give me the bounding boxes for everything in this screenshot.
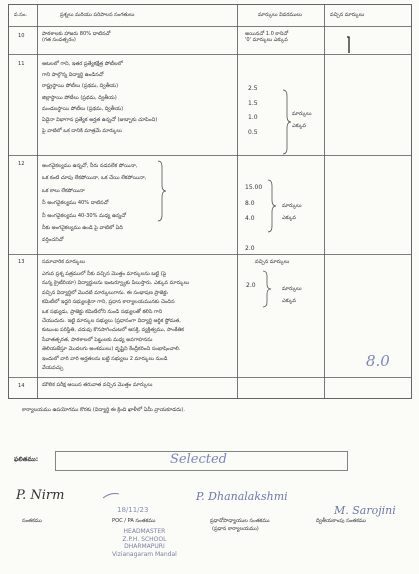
row-10-detail: అయినచో 1.0 కానిచో '0' మార్కులు ఎక్కువ <box>245 31 289 44</box>
result-label: ఫలితము: <box>14 456 39 463</box>
row-13-awarded: 8.0 <box>366 352 390 370</box>
header-criteria: ప్రశ్నలు మరియు పరిపాలన సంగతులు <box>60 12 135 18</box>
row-11-number: 11 <box>18 61 25 67</box>
signature-caption-2: POC / PA సంతకము <box>112 518 156 524</box>
row-13-number: 13 <box>18 259 25 265</box>
row-13-title: సమాచారిక మార్కులు <box>42 259 86 265</box>
row-13-detail-title: వచ్చిన మార్కులు <box>255 259 290 265</box>
office-use-note: కార్యాలయము ఉపయోగము కొరకు (విద్యార్థి ఈ క్రింది ఖాళీలో ఏమీ వ్రాయకూడదు). <box>22 407 186 413</box>
row-12-number: 12 <box>18 161 25 167</box>
awarded-mark-row-10 <box>347 37 349 53</box>
signature-1: P. Nirm <box>16 488 65 503</box>
school-stamp: HEADMASTER Z.P.H. SCHOOL DHARMAPURI Vizianagaram Mandal <box>112 528 177 558</box>
row-11-unit: మార్కులు ఎక్కువ <box>292 111 312 129</box>
row-11-criteria: ఆటలలో గాని, ఇతర ప్రత్యేకక్షేత్ర పోటీలలో గాని పాల్గొన్న విద్యార్థి ఉండినచో రాష్ట్రస్థాయి పోటీలు (ప్రథమ, ద్వితీయ) జిల్లాస్థాయి పోటీలు (ప్రథమ, ద్వితీయ) మండలస్థాయి పోటీలు (ప్రథమ, ద్వితీయ) ఏదైనా విభాగాన ప్రత్యేక అర్హత ఉన్నచో (జుబ్బాకు చూపించి) పై వాటిలో ఒక దానికి మాత్రమే మార్కులు <box>42 61 158 135</box>
signature-caption-3: ప్రధానోపాధ్యాయుల సంతకము <box>210 518 270 524</box>
row-10-criteria: పాఠశాలకు హాజరు 80% దాటినచో (గత సంవత్సరం) <box>42 31 111 44</box>
row-14-criteria: మౌలిక పరీక్ష ఆయిన తరువాత వచ్చిన మొత్తం మార్కులు <box>42 382 153 388</box>
row-12-values: 15.00 8.0 4.0 2.0 <box>245 184 263 252</box>
row-14-number: 14 <box>18 383 25 389</box>
brace-row-13 <box>263 271 271 307</box>
signature-caption-1: సంతకము <box>22 518 42 524</box>
signature-4: M. Sarojini <box>334 504 396 517</box>
signature-caption-4: ద్వితీయకాంపు సంతకము <box>316 518 367 524</box>
brace-row-12-left <box>158 161 166 221</box>
row-12-criteria: అంగవైకల్యము ఉన్నచో, నీరు నడవలేక పోయినా, ఒక కంటి చూపు లేకపోయినా, ఒక చేయి లేకపోయినా, ఒక కాలు లేకపోయినా నీ అంగవైకల్యము 40% దాటినచో నీ అంగవైకల్యము 40-30% మధ్య ఉన్నచో నీకు అంగవైకల్యము ఉండి పై వాటిలో ఏది వర్తించనిచో <box>42 163 147 244</box>
stamp-date: 18/11/23 <box>117 506 149 514</box>
row-10-number: 10 <box>18 33 25 39</box>
brace-row-11 <box>283 90 291 154</box>
row-12-unit: మార్కులు ఎక్కువ <box>282 203 302 221</box>
header-marks-detail: మార్కులు వివరములు <box>258 12 302 18</box>
header-marks-awarded: వచ్చిన మార్కులు <box>330 12 365 18</box>
stamp-mark <box>103 494 119 499</box>
signature-3: P. Dhanalakshmi <box>196 490 288 503</box>
row-13-criteria: ఎగువ ప్రశ్న పత్రములో నీకు వచ్చిన మొత్తం మార్కులను బట్టి (పై నున్న క్రైటీరియా) విద్యార్థులను ఇంటర్వ్యూకు పిలుస్తారు. ఎక్కువ మార్కులు వచ్చిన విద్యార్థిలో మొదటి మార్కులుగాను. ఈ సంభాషణ ప్రాజెక్టు కమిటీలో ఇద్దరి సభ్యులకైనా గాని, ప్రధాన కార్యాలయమునకు చెందిన ఒక సభ్యుడు, ప్రాజెక్టు కమిటీలోని నుండి సభ్యులతో కలిసి గాని చేయుదురు. ఇట్టి మార్కుల సభ్యులు (ప్రధానంగా విద్యార్థి ఆర్థిక స్థోమత, కుటుంబ పరిస్థితి, చదువు కొనసాగించుటలో ఆసక్తి, వ్యక్తిత్వము, సాంకేతిక సేవాతత్పరత, పాఠశాలలో పెట్టులకు మధ్య అవగాహనను తెలియజేస్తూ మొదలగు అంశములు) దృష్టిని కేంద్రీకరించి సంభాషించాలి. ఇందులో వారి వారి అర్హతలను బట్టి సభ్యులు 2 మార్కులు నుండి వేయవచ్చు <box>42 271 190 372</box>
row-10-awarded <box>345 36 346 42</box>
row-13-value: 2.0 <box>246 282 256 289</box>
row-11-values: 2.5 1.5 1.0 0.5 <box>248 85 258 136</box>
brace-row-12 <box>268 180 276 232</box>
header-sno: వ.సం. <box>14 12 28 18</box>
row-13-unit: మార్కులు ఎక్కువ <box>282 286 302 304</box>
result-value: Selected <box>170 452 227 467</box>
signature-sub-3: (ప్రధాన కార్యాలయము) <box>212 526 259 532</box>
